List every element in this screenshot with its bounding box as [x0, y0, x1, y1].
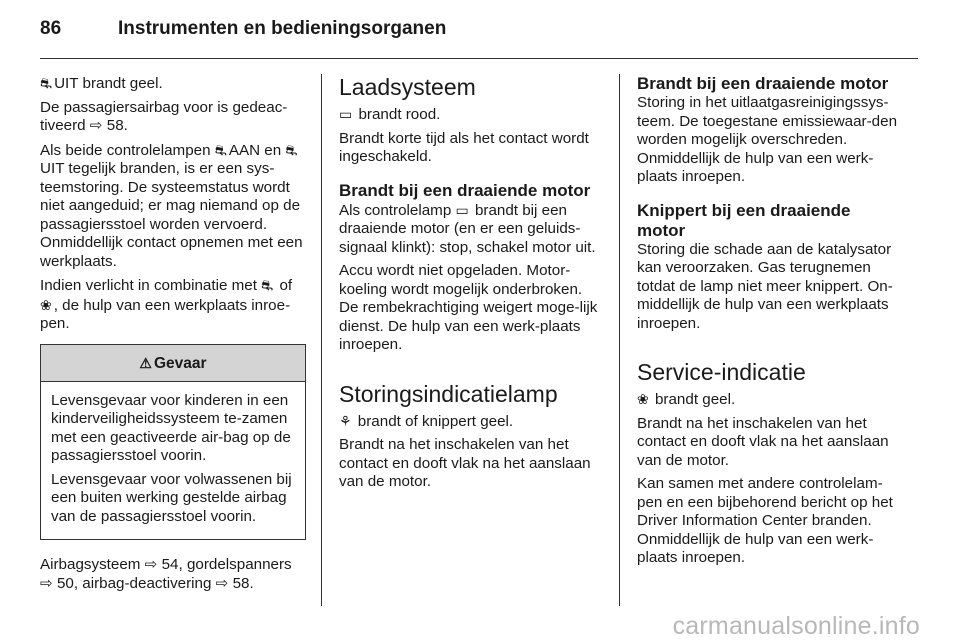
- paragraph-airbag-off: ⛐ UIT brandt geel.: [40, 75, 163, 92]
- column-divider-1: [321, 74, 322, 606]
- danger-text-2: Levensgevaar voor volwassenen bij een buiten werking gestelde airbag van de passagiersstoel voorin.: [51, 470, 292, 525]
- column-1: [40, 74, 306, 598]
- danger-body: [41, 382, 305, 540]
- paragraph-laad-2: Brandt korte tijd als het contact wordt ingeschakeld.: [339, 129, 589, 165]
- engine-icon: ⚘: [339, 412, 352, 429]
- service-icon: ❀: [40, 296, 52, 313]
- paragraph-draai-3: Storing in het uitlaatgasreinigingssys-teem. De toegestane emissiewaar-den worden mogelijk overschreden. Onmiddellijk de hulp van een werk-plaats inroepen.: [637, 94, 898, 185]
- header-divider: [40, 58, 918, 59]
- column-3: [637, 74, 903, 573]
- battery-icon: ▭: [339, 106, 353, 122]
- danger-box: [40, 344, 306, 541]
- danger-header: ⚠ Gevaar: [41, 345, 305, 382]
- heading-service-indicatie: Service-indicatie: [637, 359, 806, 385]
- paragraph-combination: Indien verlicht in combinatie met ⛐ of ❀ , de hulp van een werkplaats inroe-pen.: [40, 277, 293, 332]
- page-number: 86: [40, 18, 62, 39]
- airbag-off-icon: ⛐: [40, 75, 53, 91]
- heading-draaiende-motor-2: Brandt bij een draaiende motor: [637, 74, 889, 93]
- paragraph-service-3: Kan samen met andere controlelam-pen en een bijbehorend bericht op het Driver Information Center branden. Onmiddellijk de hulp van een werk-plaats inroepen.: [637, 475, 893, 566]
- paragraph-storing-1: ⚘ brandt of knippert geel.: [339, 412, 514, 430]
- seatbelt-icon: ⛐: [261, 277, 274, 293]
- paragraph-both-lamps: Als beide controlelampen ⛐ AAN en ⛐UIT tegelijk branden, is er een sys-teemstoring. De systeemstatus wordt niet aangeduid; er mag niemand op de passagiersstoel worden vervoerd. Onmiddellijk contact opnemen met een werkplaats.: [40, 141, 303, 270]
- page-title: Instrumenten en bedieningsorganen: [118, 18, 447, 39]
- watermark: carmanualsonline.info: [672, 612, 920, 640]
- heading-laadsysteem: Laadsysteem: [339, 74, 476, 100]
- battery-icon: ▭: [455, 201, 469, 218]
- airbag-on-icon: ⛐: [214, 141, 227, 158]
- paragraph-storing-2: Brandt na het inschakelen van het contact en dooft vlak na het aanslaan van de motor.: [339, 436, 591, 490]
- airbag-off-icon: ⛐: [285, 141, 298, 158]
- paragraph-deactivated: De passagiersairbag voor is gedeac-tiveerd ⇨ 58.: [40, 98, 288, 134]
- paragraph-laad-1: ▭ brandt rood.: [339, 106, 441, 123]
- paragraph-references: Airbagsysteem ⇨ 54, gordelspanners ⇨ 50, airbag-deactivering ⇨ 58.: [40, 556, 292, 592]
- column-divider-2: [619, 74, 620, 606]
- paragraph-knippert: Storing die schade aan de katalysator kan veroorzaken. Gas terugnemen totdat de lamp niet meer knippert. On-middellijk de hulp van een werkplaats inroepen.: [637, 240, 893, 332]
- service-icon: ❀: [637, 391, 649, 407]
- paragraph-draai-1: Als controlelamp ▭ brandt bij een draaiende motor (en er een geluids-signaal klinkt): stop, schakel motor uit.: [339, 201, 596, 256]
- paragraph-service-1: ❀ brandt geel.: [637, 391, 736, 408]
- column-2: [339, 74, 605, 497]
- heading-storingsindicatielamp: Storingsindicatielamp: [339, 380, 558, 407]
- danger-text-1: Levensgevaar voor kinderen in een kinderveiligheidssysteem te-zamen met een geactiveerde air-bag op de passagiersstoel voorin.: [51, 391, 291, 464]
- heading-knippert: Knippert bij een draaiende motor: [637, 200, 851, 240]
- heading-draaiende-motor: Brandt bij een draaiende motor: [339, 180, 591, 200]
- paragraph-draai-2: Accu wordt niet opgeladen. Motor-koeling wordt mogelijk onderbroken. De rembekrachtiging weigert moge-lijk dienst. De hulp van een werk-plaats inroepen.: [339, 262, 598, 353]
- page-header: [40, 18, 446, 40]
- danger-icon: ⚠: [139, 354, 152, 371]
- paragraph-service-2: Brandt na het inschakelen van het contact en dooft vlak na het aanslaan van de motor.: [637, 414, 889, 469]
